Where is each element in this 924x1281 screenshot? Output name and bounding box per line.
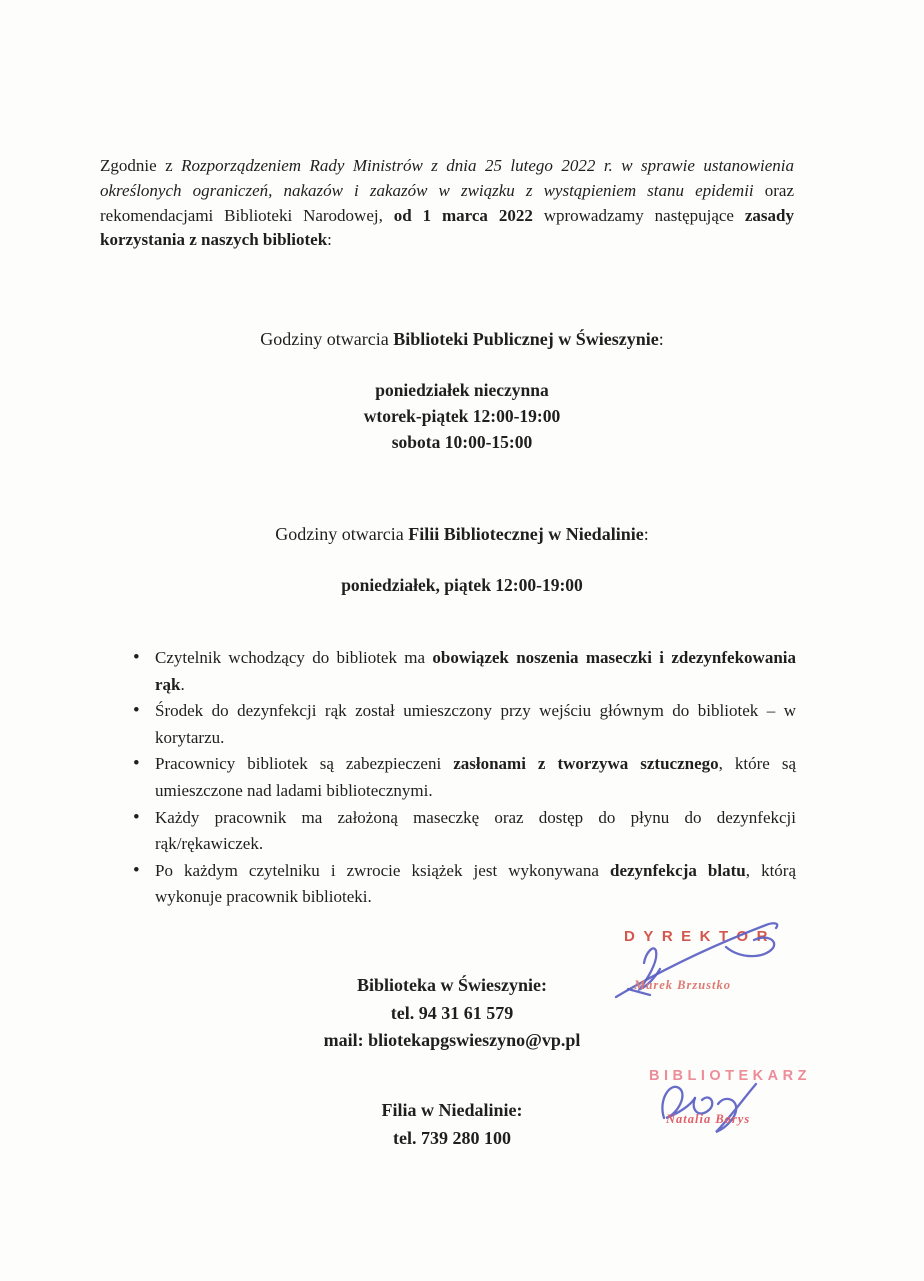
intro-regulation-citation: Rozporządzeniem Rady Ministrów z dnia 25 lutego 2022 r. w sprawie ustanowienia określonych ograniczeń, nakazów i zakazów w związku z wystąpieniem stanu epidemii: [100, 156, 794, 200]
heading-suffix: :: [643, 524, 649, 544]
rule-emphasis: obowiązek noszenia maseczki i zdezynfekowania rąk: [155, 648, 796, 694]
rule-emphasis: dezynfekcja blatu: [609, 860, 746, 880]
director-stamp-label: DYREKTOR: [624, 928, 776, 945]
contact-title: Filia w Niedalinie:: [381, 1100, 523, 1120]
main-library-hours: [0, 377, 924, 455]
rule-text: .: [180, 674, 185, 694]
intro-text: Zgodnie z: [100, 156, 182, 175]
intro-rules-phrase: zasady korzystania z naszych bibliotek: [100, 205, 794, 250]
branch-library-hours: [0, 572, 924, 598]
contact-email: mail: bliotekapgswieszyno@vp.pl: [323, 1030, 581, 1050]
rule-text: Czytelnik wchodzący do bibliotek ma: [155, 648, 433, 667]
branch-library-name: Filii Bibliotecznej w Niedalinie: [408, 524, 644, 544]
main-library-hours-heading: [0, 329, 924, 350]
intro-text: wprowadzamy następujące: [532, 205, 745, 225]
contact-phone: tel. 739 280 100: [393, 1128, 511, 1148]
heading-prefix: Godziny otwarcia: [275, 524, 409, 544]
rule-item-staff: [100, 805, 796, 858]
contact-title: Biblioteka w Świeszynie:: [356, 975, 547, 995]
hours-line: poniedziałek, piątek 12:00-19:00: [341, 575, 583, 595]
rule-text: Środek do dezynfekcji rąk został umieszczony przy wejściu głównym do bibliotek – w korytarzu.: [155, 701, 796, 747]
director-name-stamp: Marek Brzustko: [634, 978, 732, 992]
hours-line-saturday: sobota 10:00-15:00: [391, 432, 533, 452]
rule-item-desk-disinfection: [100, 858, 796, 911]
rule-emphasis: zasłonami z tworzywa sztucznego: [453, 754, 719, 774]
intro-paragraph: [100, 154, 794, 253]
librarian-stamp-label: BIBLIOTEKARZ: [649, 1068, 811, 1084]
heading-suffix: :: [658, 329, 664, 349]
intro-text: :: [327, 230, 332, 250]
main-library-name: Biblioteki Publicznej w Świeszynie: [393, 329, 659, 349]
rule-text: , które są umieszczone nad ladami bibliotecznymi.: [155, 754, 796, 800]
rule-item-screens: [100, 751, 796, 804]
rule-item-masks: [100, 645, 796, 698]
rule-text: Pracownicy bibliotek są zabezpieczeni: [155, 754, 454, 774]
rule-text: , którą wykonuje pracownik biblioteki.: [155, 860, 796, 907]
heading-prefix: Godziny otwarcia: [260, 329, 394, 349]
contact-phone: tel. 94 31 61 579: [390, 1002, 514, 1023]
intro-effective-date: od 1 marca 2022: [393, 205, 533, 225]
librarian-name-stamp: Natalia Borys: [666, 1112, 751, 1126]
branch-library-hours-heading: [0, 524, 924, 545]
hours-line-monday: poniedziałek nieczynna: [375, 380, 549, 400]
rule-item-disinfectant: [100, 698, 796, 751]
intro-text: oraz rekomendacjami Biblioteki Narodowej,: [100, 180, 794, 225]
rule-text: Po każdym czytelniku i zwrocie książek jest wykonywana: [155, 860, 610, 880]
rules-list: [100, 645, 796, 911]
rule-text: Każdy pracownik ma założoną maseczkę oraz dostęp do płynu do dezynfekcji rąk/rękawiczek.: [155, 807, 796, 854]
hours-line-weekdays: wtorek-piątek 12:00-19:00: [363, 406, 561, 426]
